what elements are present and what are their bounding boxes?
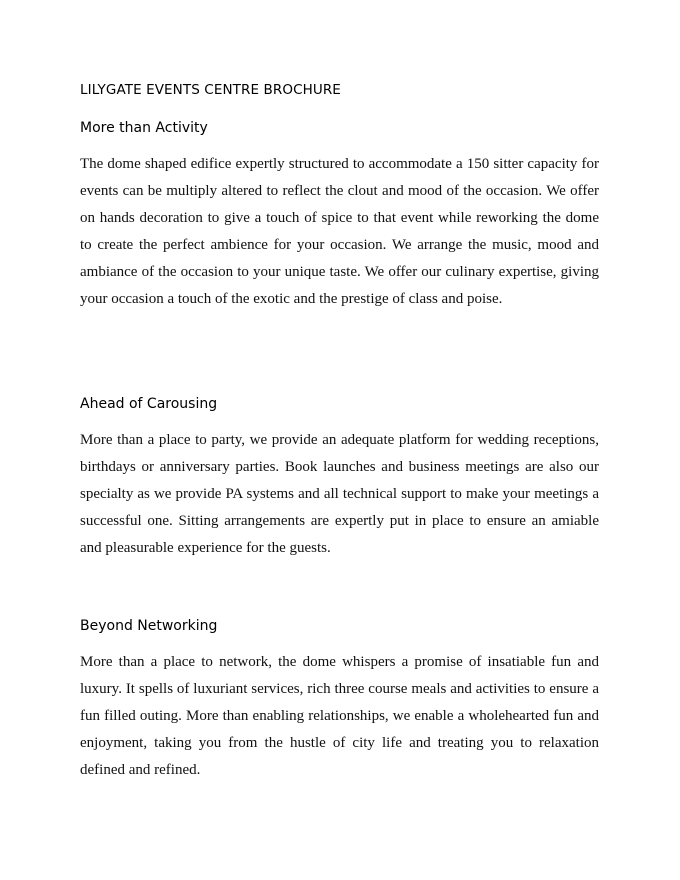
section-body-more-than-activity: The dome shaped edifice expertly structured to accommodate a 150 sitter capacity for events can be multiply altered to reflect the clout and mood of the occasion. We offer on hands decoration to give a touch of spice to that event while reworking the dome to create the perfect ambience for your occasion. We arrange the music, mood and ambiance of the occasion to your unique taste. We offer our culinary expertise, giving your occasion a touch of the exotic and the prestige of class and poise. — [80, 156, 599, 307]
section-body-ahead-of-carousing: More than a place to party, we provide an adequate platform for wedding receptions, birthdays or anniversary parties. Book launches and business meetings are also our specialty as we provide PA systems and all technical support to make your meetings a successful one. Sitting arrangements are expertly put in place to ensure an amiable and pleasurable experience for the guests. — [80, 432, 599, 556]
section-heading-beyond-networking: Beyond Networking — [80, 618, 218, 634]
section-body-beyond-networking: More than a place to network, the dome whispers a promise of insatiable fun and luxury. It spells of luxuriant services, rich three course meals and activities to ensure a fun filled outing. More than enabling relationships, we enable a wholehearted fun and enjoyment, taking you from the hustle of city life and treating you to relaxation defined and refined. — [80, 654, 599, 778]
document-title: LILYGATE EVENTS CENTRE BROCHURE — [80, 82, 341, 98]
section-heading-ahead-of-carousing: Ahead of Carousing — [80, 396, 218, 412]
section-heading-more-than-activity: More than Activity — [80, 120, 208, 136]
